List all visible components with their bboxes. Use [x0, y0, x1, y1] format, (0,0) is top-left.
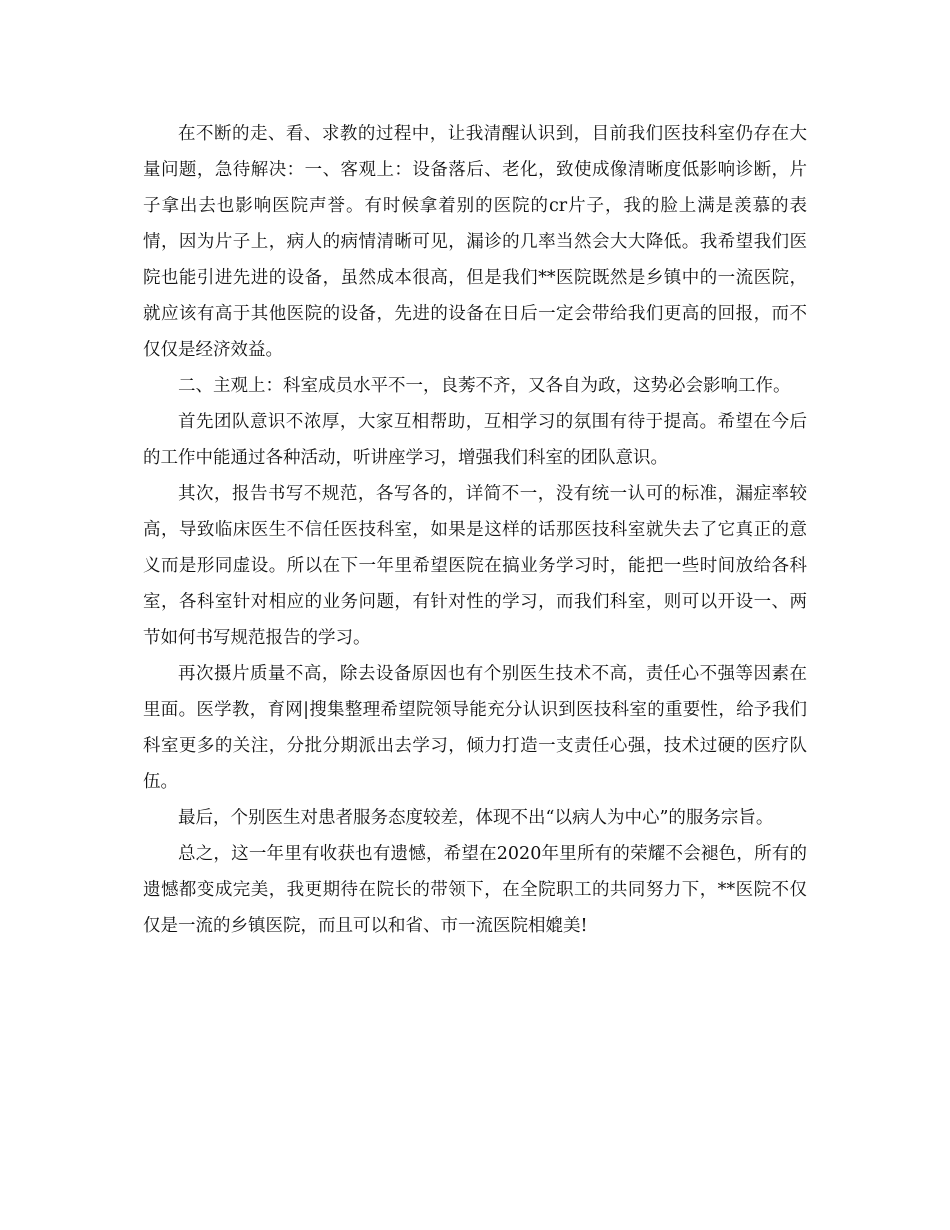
paragraph-team-awareness: 首先团队意识不浓厚，大家互相帮助，互相学习的氛围有待于提高。希望在今后的工作中能通过各种活动，听讲座学习，增强我们科室的团队意识。 [143, 412, 807, 468]
paragraph-conclusion: 总之，这一年里有收获也有遗憾，希望在2020年里所有的荣耀不会褪色，所有的遗憾都变成完美，我更期待在院长的带领下，在全院职工的共同努力下，**医院不仅仅是一流的乡镇医院，而且可以和省、市一流医院相媲美! [143, 844, 807, 936]
paragraph-service-attitude: 最后，个别医生对患者服务态度较差，体现不出“以病人为中心”的服务宗旨。 [178, 808, 774, 828]
document-body [143, 116, 807, 944]
paragraph-subjective-issues: 二、主观上：科室成员水平不一，良莠不齐，又各自为政，这势必会影响工作。 [178, 376, 791, 396]
paragraph-report-writing: 其次，报告书写不规范，各写各的，详简不一，没有统一认可的标准，漏症率较高，导致临床医生不信任医技科室，如果是这样的话那医技科室就失去了它真正的意义而是形同虚设。所以在下一年里希望医院在搞业务学习时，能把一些时间放给各科室，各科室针对相应的业务问题，有针对性的学习，而我们科室，则可以开设一、两节如何书写规范报告的学习。 [143, 484, 807, 648]
paragraph-equipment-issues: 在不断的走、看、求教的过程中，让我清醒认识到，目前我们医技科室仍存在大量问题，急待解决：一、客观上：设备落后、老化，致使成像清晰度低影响诊断，片子拿出去也影响医院声誉。有时候拿着别的医院的cr片子，我的脸上满是羡慕的表情，因为片子上，病人的病情清晰可见，漏诊的几率当然会大大降低。我希望我们医院也能引进先进的设备，虽然成本很高，但是我们**医院既然是乡镇中的一流医院，就应该有高于其他医院的设备，先进的设备在日后一定会带给我们更高的回报，而不仅仅是经济效益。 [143, 124, 807, 360]
paragraph-imaging-quality: 再次摄片质量不高，除去设备原因也有个别医生技术不高，责任心不强等因素在里面。医学教，育网|搜集整理希望院领导能充分认识到医技科室的重要性，给予我们科室更多的关注，分批分期派出去学习，倾力打造一支责任心强，技术过硬的医疗队伍。 [143, 664, 807, 792]
